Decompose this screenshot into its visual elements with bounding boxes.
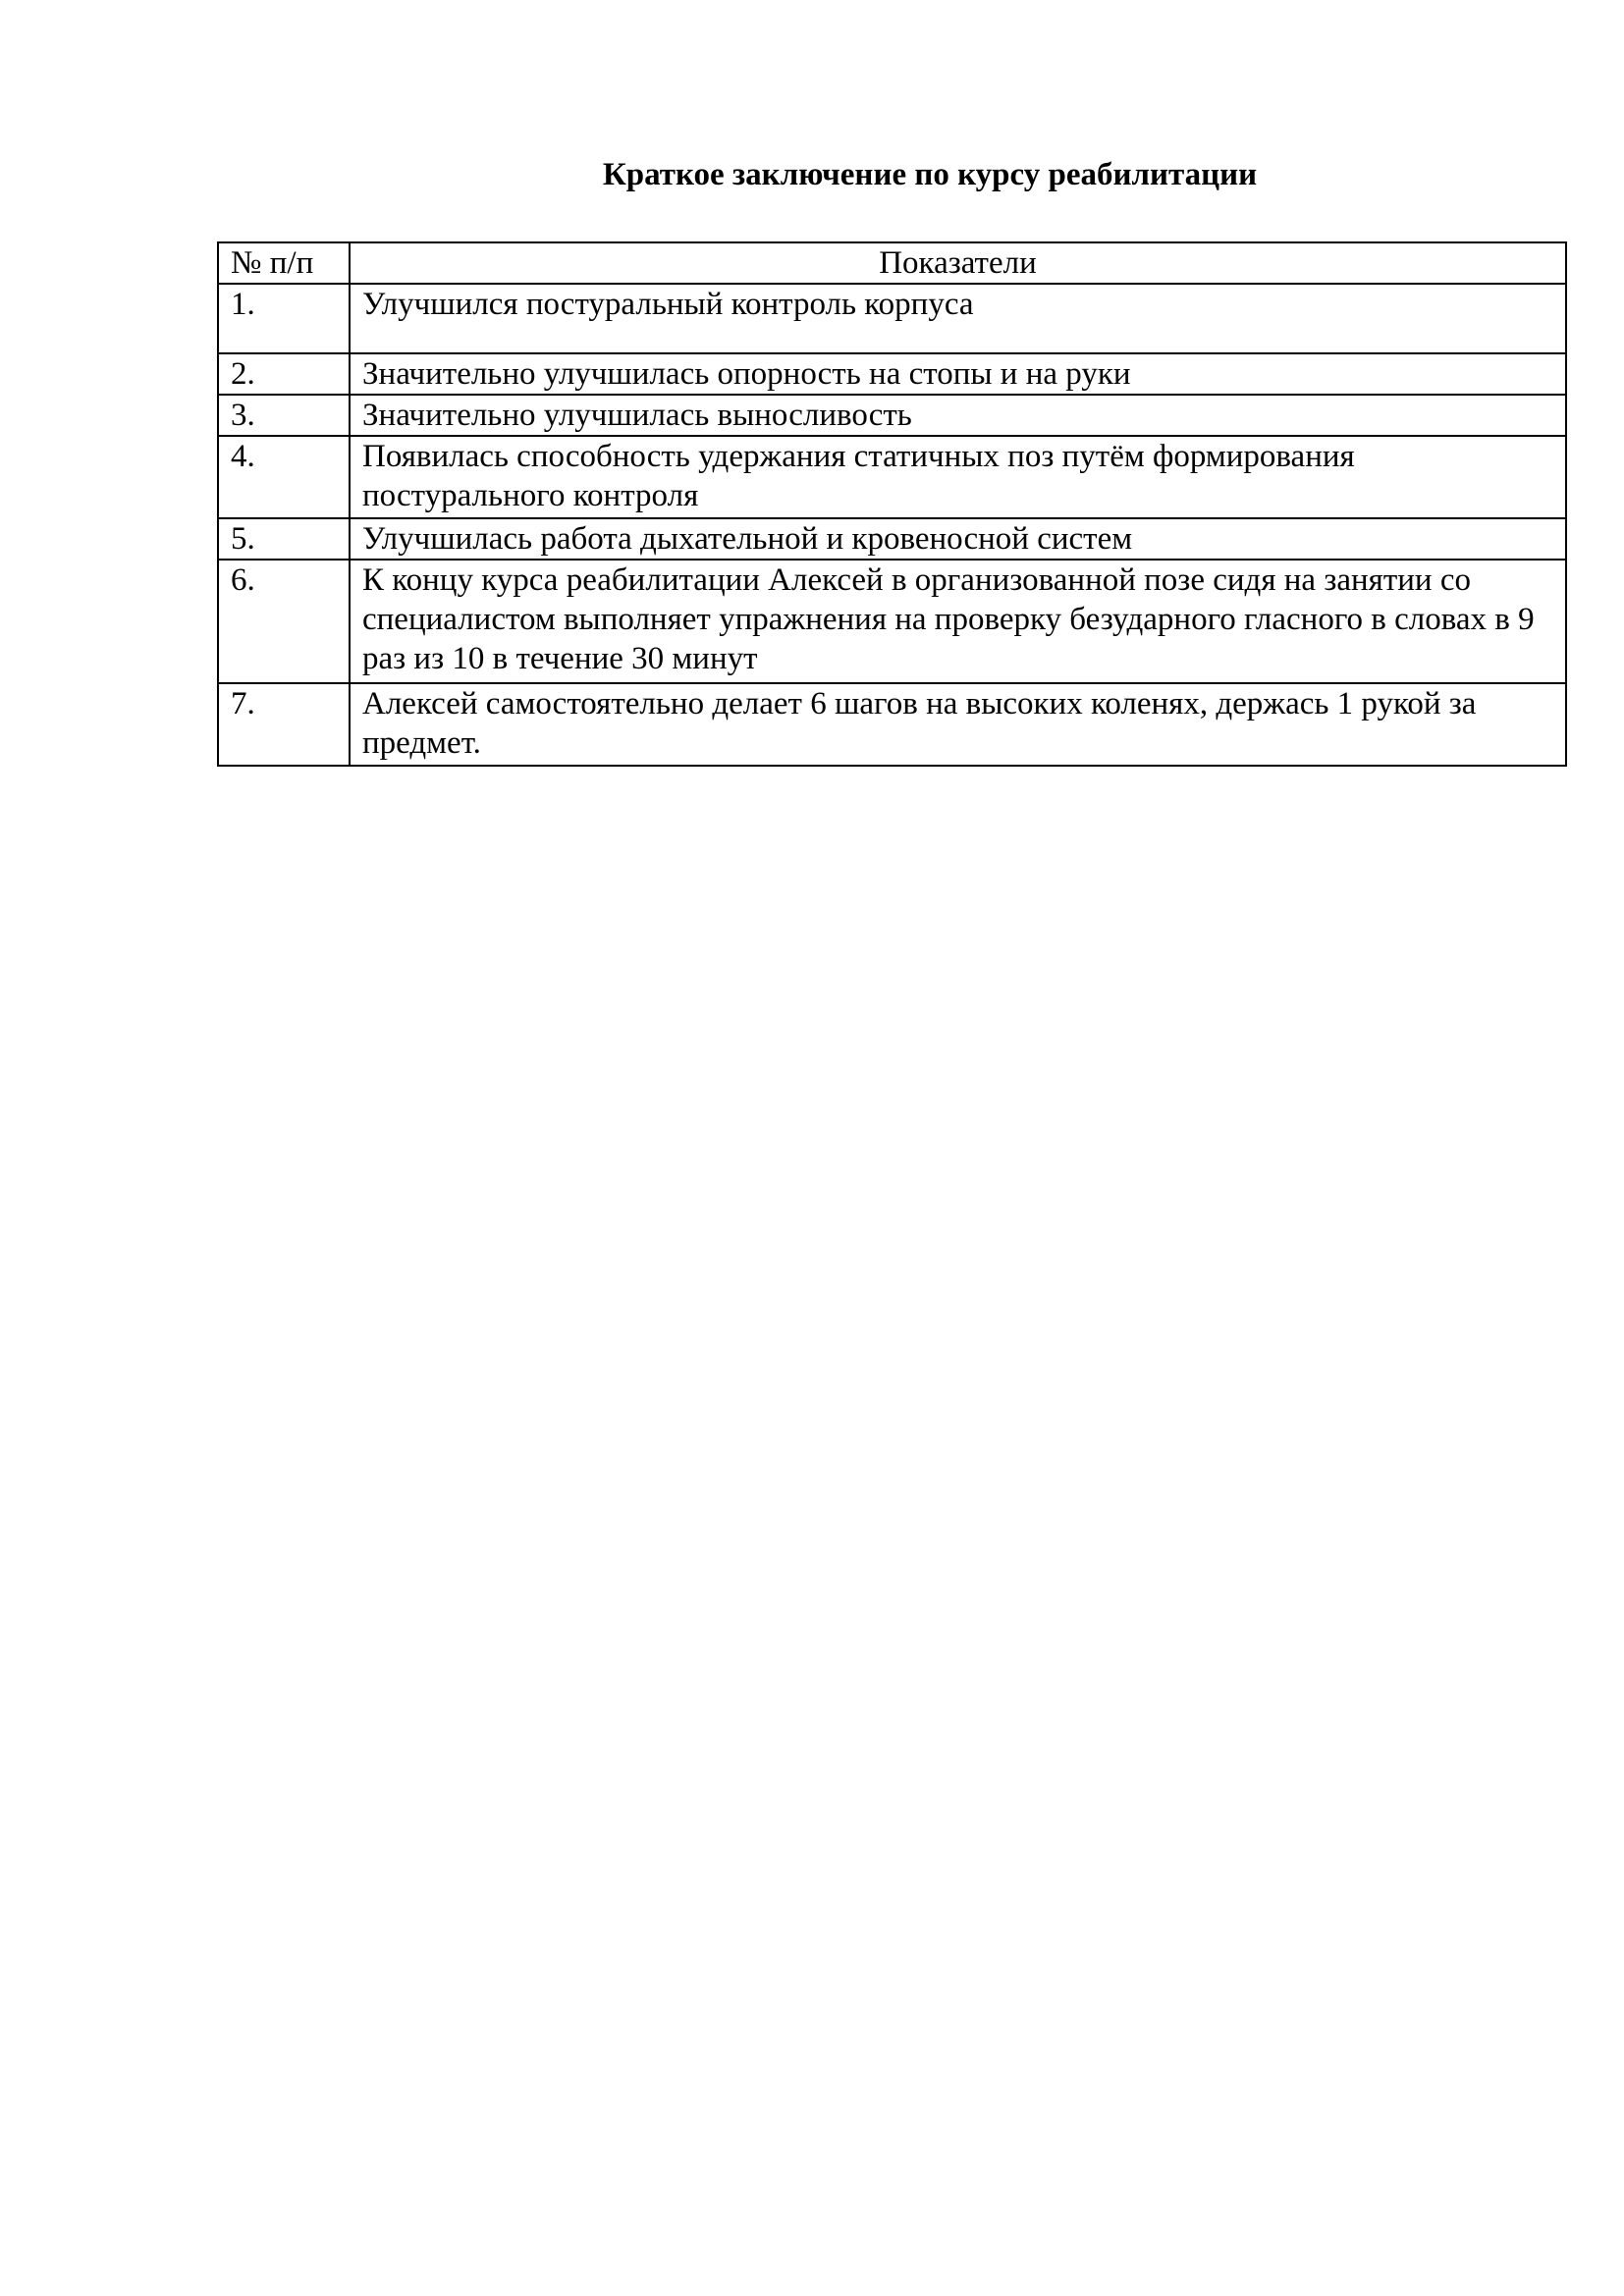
row-number: 5. bbox=[218, 518, 350, 560]
rehabilitation-summary-table bbox=[217, 241, 1567, 767]
row-number: 7. bbox=[218, 683, 350, 766]
table-row bbox=[218, 560, 1566, 683]
row-indicator: Появилась способность удержания статичных поз путём формирования постурального контроля bbox=[350, 436, 1566, 518]
row-number: 6. bbox=[218, 560, 350, 683]
row-number: 2. bbox=[218, 353, 350, 395]
table-row bbox=[218, 683, 1566, 766]
row-indicator: Значительно улучшилась опорность на стопы и на руки bbox=[350, 353, 1566, 395]
row-number: 3. bbox=[218, 395, 350, 436]
header-indicators: Показатели bbox=[350, 242, 1566, 284]
row-indicator: Улучшилась работа дыхательной и кровеносной систем bbox=[350, 518, 1566, 560]
row-indicator: Улучшился постуральный контроль корпуса bbox=[350, 284, 1566, 353]
table-row bbox=[218, 518, 1566, 560]
table-row bbox=[218, 395, 1566, 436]
document-title: Краткое заключение по курсу реабилитации bbox=[602, 157, 1258, 192]
row-number: 4. bbox=[218, 436, 350, 518]
table-header-row bbox=[218, 242, 1566, 284]
row-indicator: К концу курса реабилитации Алексей в организованной позе сидя на занятии со специалистом выполняет упражнения на проверку безударного гласного в словах в 9 раз из 10 в течение 30 минут bbox=[350, 560, 1566, 683]
row-indicator: Алексей самостоятельно делает 6 шагов на высоких коленях, держась 1 рукой за предмет. bbox=[350, 683, 1566, 766]
table-row bbox=[218, 353, 1566, 395]
header-number: № п/п bbox=[218, 242, 350, 284]
row-indicator: Значительно улучшилась выносливость bbox=[350, 395, 1566, 436]
row-number: 1. bbox=[218, 284, 350, 353]
table-row bbox=[218, 284, 1566, 353]
table-row bbox=[218, 436, 1566, 518]
